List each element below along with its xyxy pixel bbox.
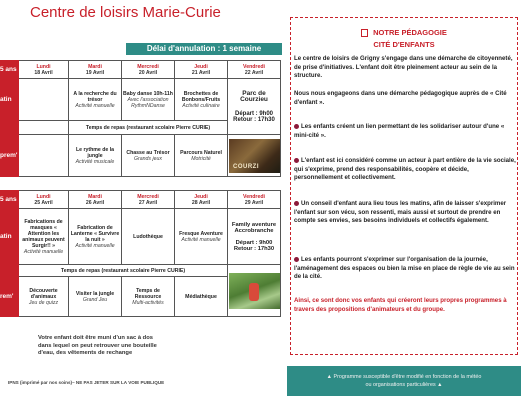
repas-label (0, 265, 19, 277)
bullet-icon (294, 201, 299, 206)
empty-cell (19, 121, 69, 135)
day-header: Mercredi 20 Avril (122, 61, 175, 79)
day-header: Vendredi 29 Avril (228, 191, 281, 209)
aprem-label: rem' (0, 277, 19, 317)
day-header: Lundi 18 Avril (19, 61, 69, 79)
ipns-note: IPNS (imprimé par nos soins)– NE PAS JETER SUR LA VOIE PUBLIQUE (8, 380, 165, 385)
meal-time: Temps de repas (restaurant scolaire Pierre CURIE) (69, 121, 228, 135)
day-header: Jeudi 21 Avril (175, 61, 228, 79)
repas-label (0, 121, 19, 135)
paragraph: Nous nous engageons dans une démarche pédagogique auprès de « Cité d'enfant ». (294, 90, 507, 106)
square-icon (361, 29, 368, 37)
activity-cell: Ludothèque (122, 209, 175, 265)
courzieu-photo: COURZI (228, 135, 281, 177)
day-header: Mardi 19 Avril (69, 61, 122, 79)
bullet-icon (294, 124, 299, 129)
activity-cell: A la recherche du trésor Activité manuelle (69, 79, 122, 121)
day-header: Mardi 26 Avril (69, 191, 122, 209)
day-header: Mercredi 27 Avril (122, 191, 175, 209)
activity-cell: Le rythme de la jungle Activité musicale (69, 135, 122, 177)
bullet-icon (294, 158, 299, 163)
day-header: Vendredi 22 Avril (228, 61, 281, 79)
activity-cell: Baby danse 10h-11h Avec l'association RythmNDanse (122, 79, 175, 121)
week2-schedule (0, 190, 281, 317)
activity-cell: Visiter la jungle Grand Jeu (69, 277, 122, 317)
bullet-paragraph: Les enfants pourront s'exprimer sur l'organisation de la journée, l'aménagement des espaces ou bien la mise en place de règle de vie au sein de la cité. (294, 256, 515, 280)
aprem-label: prem' (0, 135, 19, 177)
activity-cell: Fabrications de masques « Attention les animaux peuvent Surgir!! » Activité manuelle (19, 209, 69, 265)
week1-schedule (0, 60, 281, 177)
activity-cell: Fabrication de Lanterne « Survivre la nuit » Activité manuelle (69, 209, 122, 265)
activity-cell: Brochettes de Bonbons/Fruits Activité culinaire (175, 79, 228, 121)
activity-cell (19, 79, 69, 121)
age-label: 5 ans (0, 61, 19, 79)
activity-cell: Médiathèque (175, 277, 228, 317)
page-title: Centre de loisirs Marie-Curie (30, 4, 221, 21)
activity-cell: Parcours Naturel Motricité (175, 135, 228, 177)
bullet-paragraph: Les enfants créent un lien permettant de les solidariser autour d'une « mini-cité ». (294, 123, 505, 139)
matin-label: atin (0, 79, 19, 121)
activity-cell: Temps de Ressource Multi-activités (122, 277, 175, 317)
backpack-note: Votre enfant doit être muni d'un sac à dos dans lequel on peut retrouver une bouteille d'eau, des vêtements de rechange (38, 335, 157, 356)
activity-cell: Découverte d'animaux Jeu de quizz (19, 277, 69, 317)
conclusion-paragraph: Ainsi, ce sont donc vos enfants qui créeront leurs propres programmes à travers des propositions d'animateurs et du groupe. (294, 297, 507, 313)
bullet-paragraph: Un conseil d'enfant aura lieu tous les matins, afin de laisser s'exprimer l'enfant sur son vécu, son ressenti, mais aussi et surtout de prendre en compte ses envies, ses besoins individuels et collectifs également. (294, 200, 507, 224)
activity-cell: Fresque Aventure Activité manuelle (175, 209, 228, 265)
bullet-paragraph: L'enfant est ici considéré comme un acteur à part entière de la vie sociale, qui s'exprime, prend des responsabilités, coopère et décide, personnellement et collectivement. (294, 157, 516, 181)
activity-cell (19, 135, 69, 177)
footer-text: ▲ Programme susceptible d'être modifié en fonction de la météo ou organisations particulières ▲ (326, 374, 482, 388)
outing-cell: Family aventure Accrobranche Départ : 9h00 Retour : 17h30 (228, 209, 281, 265)
cancellation-banner: Délai d'annulation : 1 semaine (126, 43, 282, 55)
age-label: 5 ans (0, 191, 19, 209)
matin-label: atin (0, 209, 19, 265)
outing-cell: Parc de Courzieu Départ : 9h00 Retour : 17h30 (228, 79, 281, 135)
meal-time: Temps de repas (restaurant scolaire Pierre CURIE) (19, 265, 228, 277)
day-header: Lundi 25 Avril (19, 191, 69, 209)
accrobranche-photo (228, 265, 281, 317)
activity-cell: Chasse au Trésor Grands jeux (122, 135, 175, 177)
day-header: Jeudi 28 Avril (175, 191, 228, 209)
paragraph: Le centre de loisirs de Grigny s'engage dans une démarche de citoyenneté, de prise d'initiatives. L'enfant doit être pleinement acteur au sein de la structure. (294, 55, 513, 79)
bullet-icon (294, 257, 299, 262)
pedagogy-heading: NOTRE PÉDAGOGIE CITÉ D'ENFANTS (290, 27, 518, 51)
